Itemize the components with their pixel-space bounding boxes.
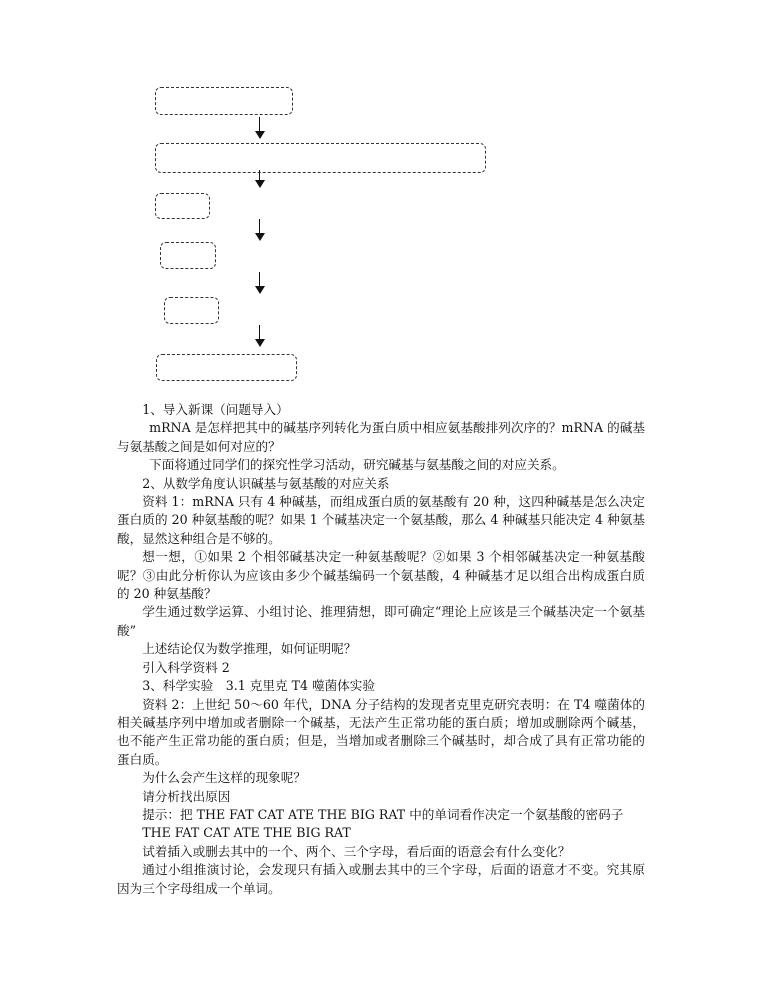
flow-box-4 xyxy=(160,242,216,269)
paragraph: 请分析找出原因 xyxy=(142,788,231,804)
flow-arrow-2 xyxy=(255,170,265,188)
paragraph: 资料 2：上世纪 50～60 年代，DNA 分子结构的发现者克里克研究表明：在 T4 噬菌体的相关碱基序列中增加或者删除一个碱基，无法产生正常功能的蛋白质；增加或删除两个碱基，也不能产生正常功能的蛋白质；但是，当增加或者删除三个碱基时，却合成了具有正常功能的蛋白质。 xyxy=(117,696,645,767)
paragraph: 提示：把 THE FAT CAT ATE THE BIG RAT 中的单词看作决定一个氨基酸的密码子 xyxy=(142,806,624,822)
paragraph: 学生通过数学运算、小组讨论、推理猜想，即可确定“理论上应该是三个碱基决定一个氨基酸” xyxy=(117,604,645,638)
flow-arrow-5 xyxy=(255,325,265,347)
section-heading-intro: 1、导入新课（问题导入） xyxy=(142,402,289,417)
flow-box-2 xyxy=(155,143,486,173)
flow-box-6 xyxy=(156,354,297,381)
flow-box-1 xyxy=(155,87,293,115)
flow-box-5 xyxy=(164,297,219,324)
section-heading-math: 2、从数学角度认识碱基与氨基酸的对应关系 xyxy=(142,475,390,491)
paragraph: 下面将通过同学们的探究性学习活动，研究碱基与氨基酸之间的对应关系。 xyxy=(149,457,565,473)
paragraph: 通过小组推演讨论，会发现只有插入或删去其中的三个字母，后面的语意才不变。究其原因为三个字母组成一个单词。 xyxy=(117,862,645,896)
paragraph: mRNA 是怎样把其中的碱基序列转化为蛋白质中相应氨基酸排列次序的？mRNA 的碱基与氨基酸之间是如何对应的？ xyxy=(117,420,645,454)
paragraph: 为什么会产生这样的现象呢？ xyxy=(142,770,306,786)
flow-arrow-1 xyxy=(255,117,265,139)
paragraph: 上述结论仅为数学推理，如何证明呢？ xyxy=(142,641,357,657)
paragraph: 引入科学资料 2 xyxy=(142,659,230,675)
section-heading-experiment: 3、科学实验 3.1 克里克 T4 噬菌体实验 xyxy=(142,678,375,694)
paragraph: 试着插入或删去其中的一个、两个、三个字母，看后面的语意会有什么变化？ xyxy=(142,843,571,859)
document-body xyxy=(117,401,645,898)
example-sentence: THE FAT CAT ATE THE BIG RAT xyxy=(142,825,351,841)
paragraph: 资料 1：mRNA 只有 4 种碱基，而组成蛋白质的氨基酸有 20 种，这四种碱基是怎么决定蛋白质的 20 种氨基酸的呢？如果 1 个碱基决定一个氨基酸，那么 4 种碱基只能决定 4 种氨基酸，显然这种组合是不够的。 xyxy=(117,494,645,546)
flow-arrow-3 xyxy=(255,219,265,241)
flow-arrow-4 xyxy=(255,272,265,294)
paragraph: 想一想，①如果 2 个相邻碱基决定一种氨基酸呢？②如果 3 个相邻碱基决定一种氨基酸呢？③由此分析你认为应该由多少个碱基编码一个氨基酸，4 种碱基才足以组合出构成蛋白质的 20 种氨基酸？ xyxy=(117,549,645,602)
flow-box-3 xyxy=(155,193,210,219)
